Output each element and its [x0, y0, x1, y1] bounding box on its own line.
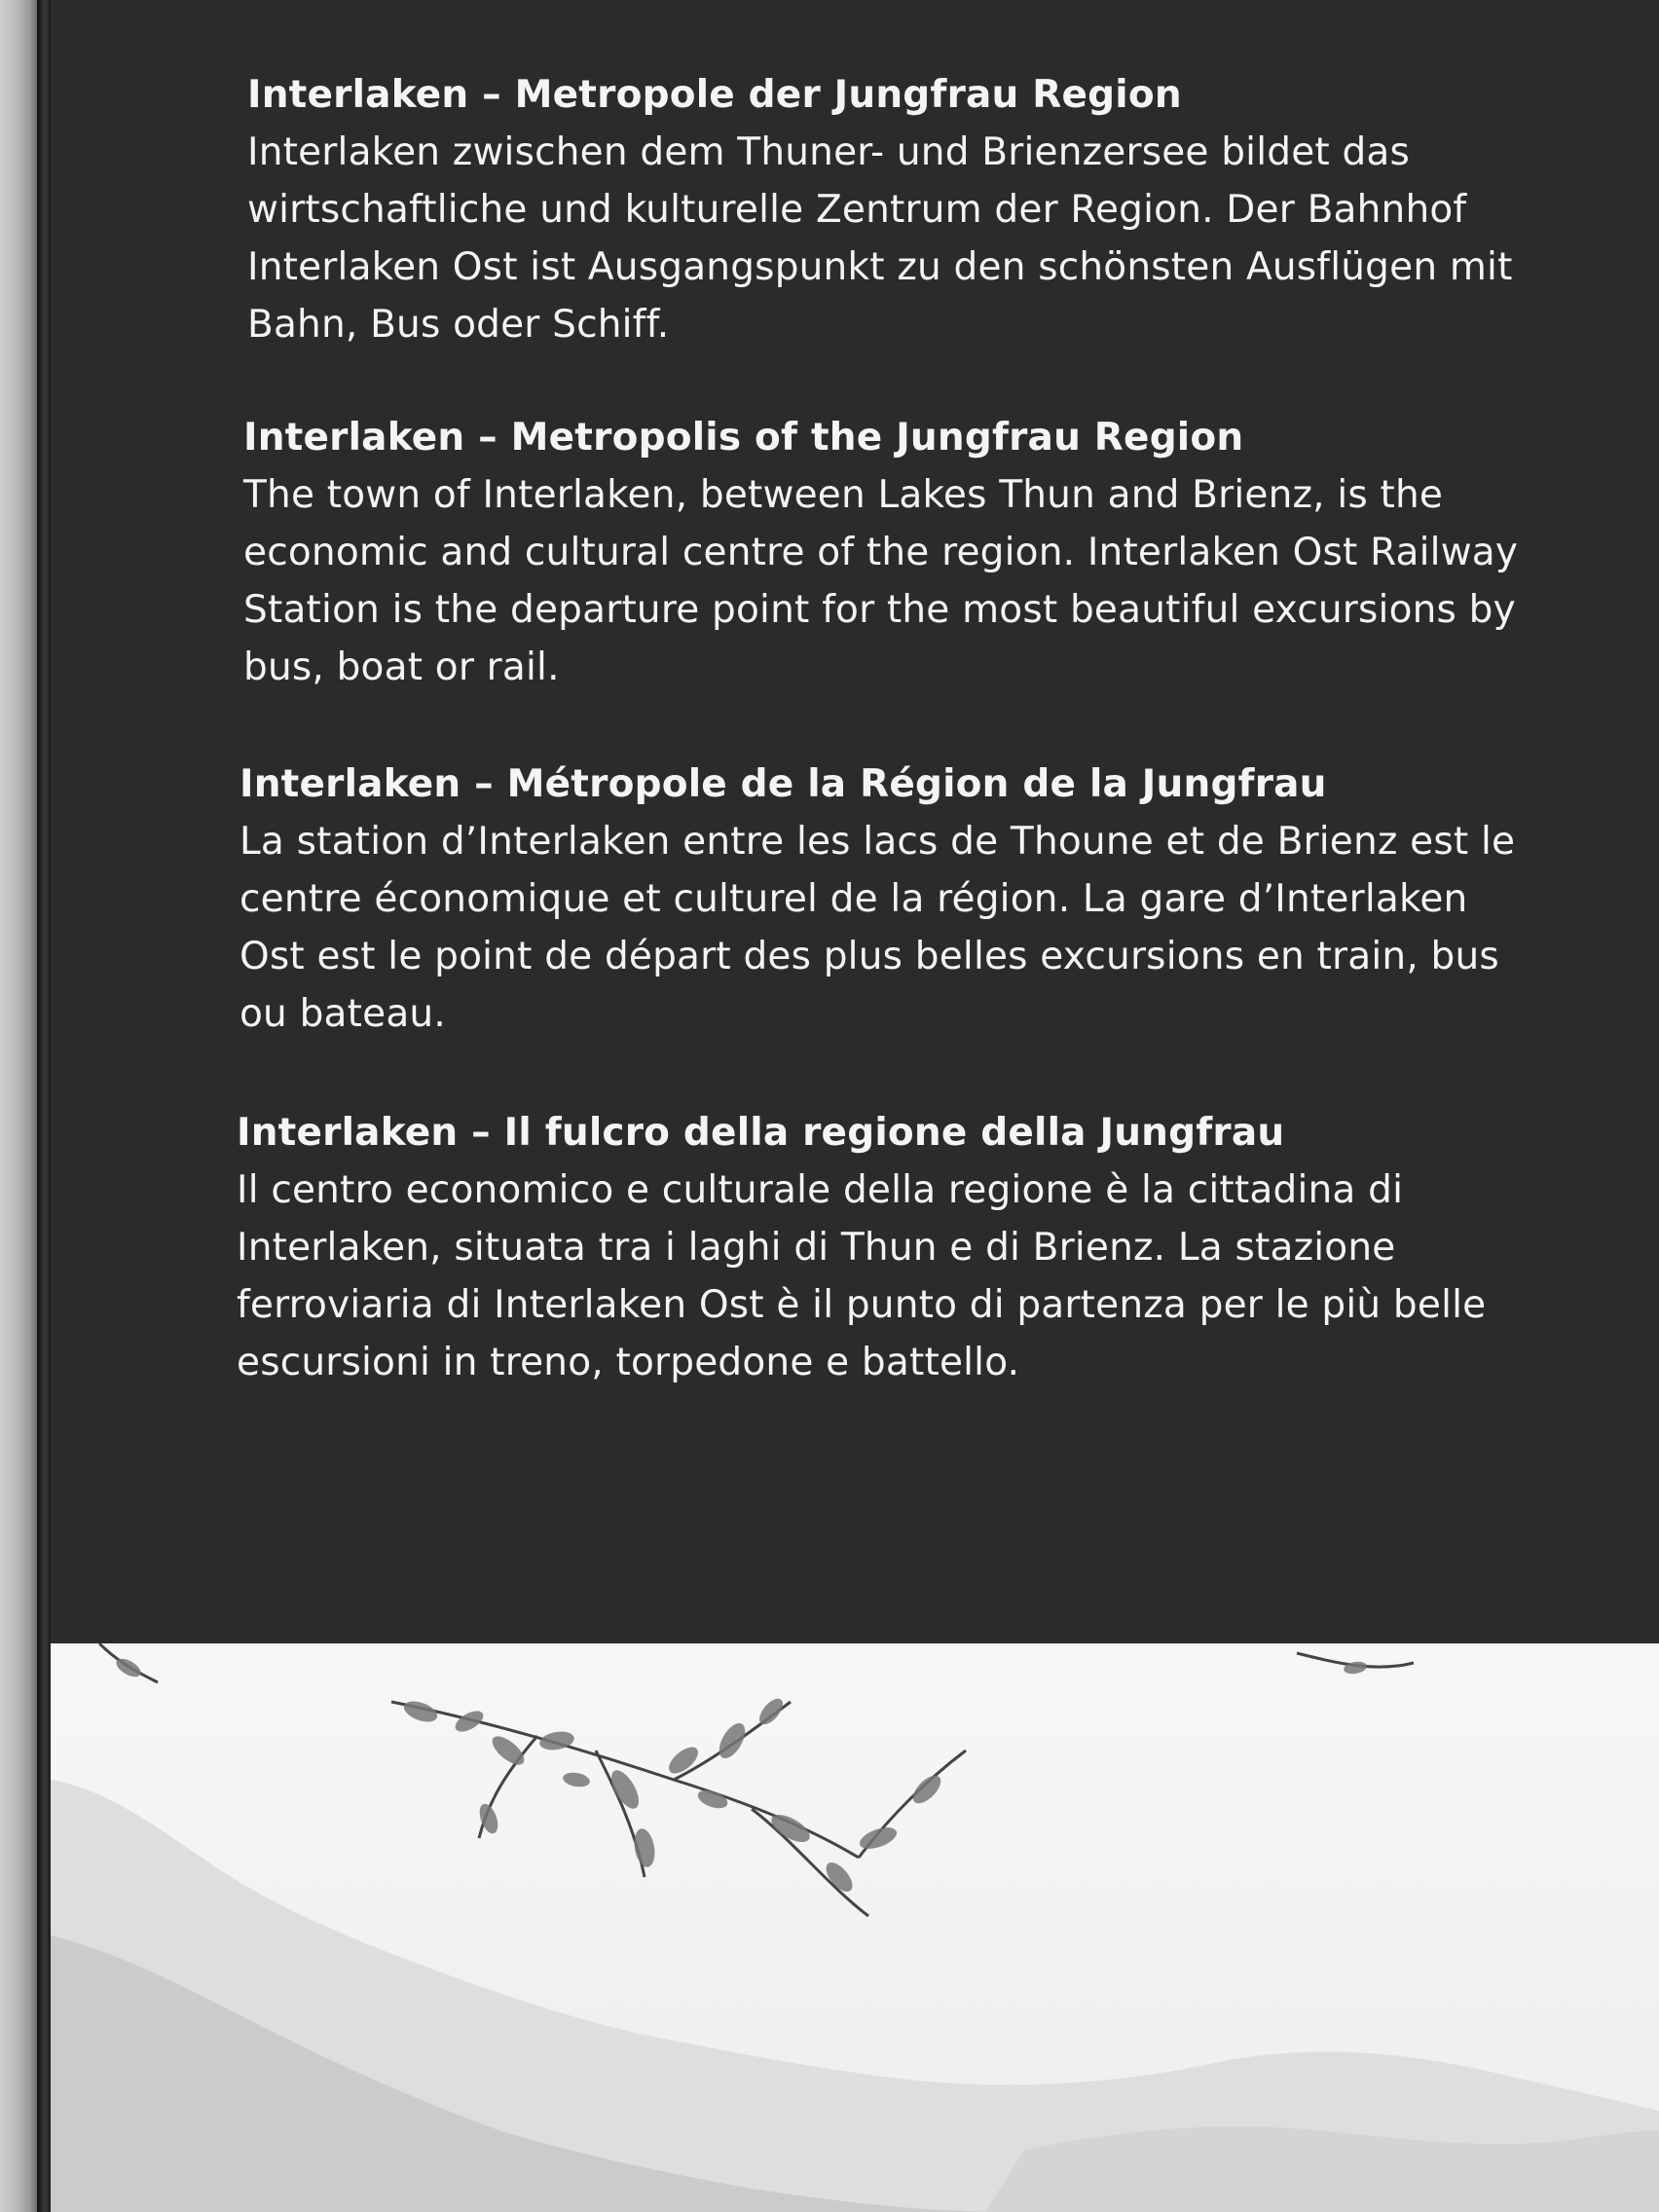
french-section — [240, 756, 1659, 1043]
german-section — [247, 66, 1659, 353]
landscape-photo — [51, 1643, 1659, 2212]
english-line-1: The town of Interlaken, between Lakes Thun and Brienz, is the — [243, 473, 1444, 517]
landscape-drawing — [51, 1643, 1659, 2212]
italian-line-2: Interlaken, situata tra i laghi di Thun e di Brienz. La stazione — [237, 1226, 1396, 1270]
english-line-2: economic and cultural centre of the region. Interlaken Ost Railway — [243, 531, 1519, 574]
english-heading: Interlaken – Metropolis of the Jungfrau Region — [243, 416, 1244, 460]
french-line-3: Ost est le point de départ des plus belles excursions en train, bus — [240, 935, 1499, 978]
italian-line-4: escursioni in treno, torpedone e battello. — [237, 1341, 1020, 1384]
wall-strip — [0, 0, 37, 2212]
english-line-4: bus, boat or rail. — [243, 645, 560, 689]
french-line-4: ou bateau. — [240, 992, 446, 1036]
german-line-4: Bahn, Bus oder Schiff. — [247, 303, 670, 347]
german-line-1: Interlaken zwischen dem Thuner- und Brienzersee bildet das — [247, 130, 1411, 174]
italian-line-1: Il centro economico e culturale della regione è la cittadina di — [237, 1168, 1404, 1212]
french-line-2: centre économique et culturel de la région. La gare d’Interlaken — [240, 877, 1468, 921]
french-heading: Interlaken – Métropole de la Région de la Jungfrau — [240, 762, 1327, 806]
italian-line-3: ferroviaria di Interlaken Ost è il punto di partenza per le più belle — [237, 1283, 1487, 1327]
english-section — [243, 409, 1659, 696]
sign-frame-edge — [37, 0, 51, 2212]
english-line-3: Station is the departure point for the most beautiful excursions by — [243, 588, 1516, 632]
french-line-1: La station d’Interlaken entre les lacs de Thoune et de Brienz est le — [240, 820, 1516, 864]
italian-section — [237, 1104, 1659, 1391]
german-line-3: Interlaken Ost ist Ausgangspunkt zu den schönsten Ausflügen mit — [247, 245, 1513, 289]
italian-heading: Interlaken – Il fulcro della regione della Jungfrau — [237, 1111, 1285, 1155]
german-line-2: wirtschaftliche und kulturelle Zentrum der Region. Der Bahnhof — [247, 188, 1467, 232]
german-heading: Interlaken – Metropole der Jungfrau Region — [247, 73, 1182, 117]
